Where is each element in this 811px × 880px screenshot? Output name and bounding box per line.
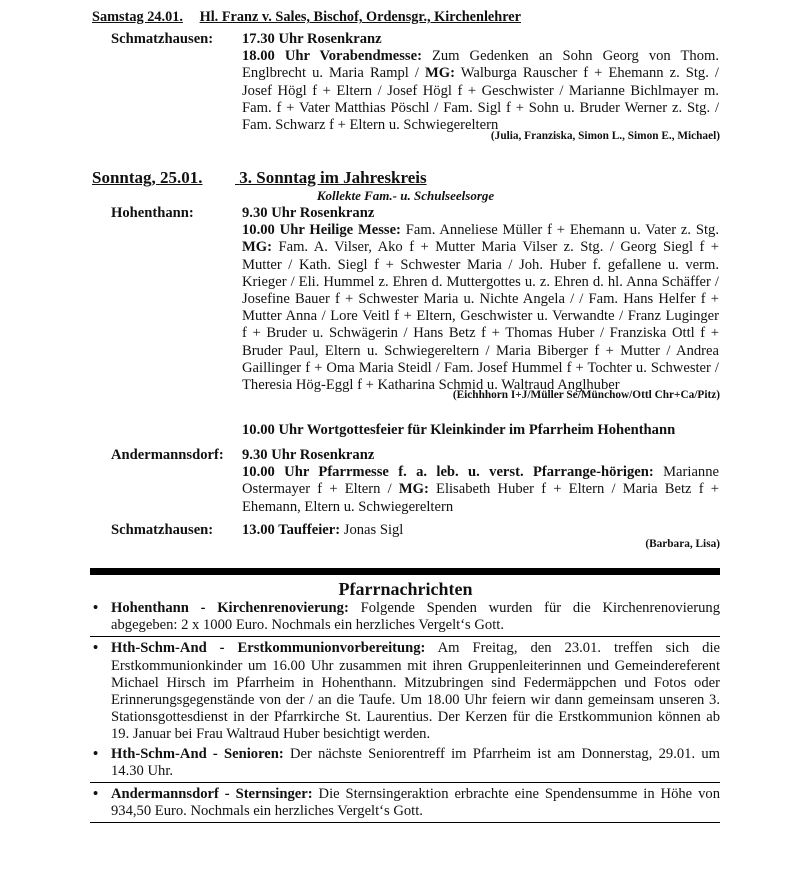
mass-heading: 18.00 Uhr Vorabendmesse: bbox=[242, 48, 422, 65]
saturday-schmatzhausen-services bbox=[242, 31, 719, 134]
mg-label: MG: bbox=[425, 65, 455, 82]
news-text: Die Sternsingeraktion erbrachte eine Spendensumme in Höhe von 934,50 Euro. Nochmals ein herzliches Vergelt‘s Gott. bbox=[111, 786, 720, 820]
section-divider bbox=[90, 568, 720, 575]
saturday-feast: Hl. Franz v. Sales, Bischof, Ordensgr., Kirchenlehrer bbox=[199, 9, 521, 25]
mass-line-2 bbox=[242, 481, 719, 498]
mass-line-2 bbox=[242, 65, 719, 82]
mass-text: Fam. A. Vilser, Ako f + Mutter Maria Vilser z. Stg. / Georg Siegl f + bbox=[278, 239, 720, 256]
mass-line-6: Mutter Anna / Lore Veitl f + Eltern, Geschwister u. Verwandte / Franz Luginger bbox=[242, 308, 719, 325]
mass-line-2 bbox=[242, 239, 719, 256]
mass-line-5: Josefine Bauer f + Schwester Maria u. Nichte Angela / / Fam. Hans Helfer f + bbox=[242, 291, 719, 308]
mass-line-5: Fam. Schwarz f + Eltern u. Schwiegereltern bbox=[242, 117, 499, 134]
news-item bbox=[90, 746, 720, 783]
rosary-time: 9.30 Uhr Rosenkranz bbox=[242, 205, 375, 221]
saturday-servers: (Julia, Franziska, Simon L., Simon E., Michael) bbox=[490, 130, 720, 142]
baptism-heading: 13.00 Tauffeier: bbox=[242, 522, 341, 538]
news-text: Am Freitag, den 23.01. treffen sich die Erstkommunionkinder um 16.00 Uhr zusammen mit ihren Gruppenleiterinnen und Gemeindereferent Michael Hirsch im Pfarrheim in Hohenthann. Mitzubringen sind Federmäppchen und Fotos oder Erinnerungsgegenstände von der / an die Taufe. Um 18.00 Uhr feiern wir dann gemeinsam unseren 3. Stationsgottesdienst in der Pfarrkirche St. Laurentius. Der Kerzen für die Erstkommunion können ab 19. Januar bei Frau Waltraud Huber besichtigt werden. bbox=[111, 640, 720, 743]
mass-line-3: Mutter / Kath. Siegl f + Schwester Maria / Joh. Huber f. gefallene u. verm. bbox=[242, 256, 719, 273]
mass-line-7: f + Bruder u. Schwägerin / Hans Betz f + Thomas Huber / Franziska Ottl f + bbox=[242, 325, 719, 342]
place-schmatzhausen-sat: Schmatzhausen: bbox=[111, 31, 214, 47]
bullet-icon: • bbox=[93, 745, 99, 762]
mass-heading: 10.00 Uhr Heilige Messe: bbox=[242, 222, 401, 239]
place-andermannsdorf: Andermannsdorf: bbox=[111, 447, 224, 463]
news-list bbox=[90, 600, 720, 826]
mass-line-1 bbox=[242, 48, 719, 65]
bullet-icon: • bbox=[93, 600, 99, 616]
mass-line-4: Krieger / Eli. Hummel z. Ehren d. Muttergottes u. z. Ehren d. hl. Anna Schäffer / bbox=[242, 273, 719, 290]
place-hohenthann: Hohenthann: bbox=[111, 205, 194, 221]
mass-text: Marianne bbox=[663, 464, 719, 481]
bullet-icon: • bbox=[93, 786, 99, 803]
hohenthann-servers: (Eichhhorn I+J/Müller Se/Münchow/Ottl Chr+Ca/Pitz) bbox=[452, 389, 720, 401]
news-heading: Andermannsdorf - Sternsinger: bbox=[111, 786, 313, 803]
andermannsdorf-services bbox=[242, 447, 719, 516]
mass-line-9: Gaillinger f + Oma Maria Steidl / Fam. Josef Hummel f + Tochter u. Schwester / bbox=[242, 359, 719, 376]
news-heading: Hth-Schm-And - Erstkommunionvorbereitung: bbox=[111, 640, 426, 657]
mass-text: Englbrecht u. Maria Rampl / bbox=[242, 65, 425, 82]
sunday-date: Sonntag, 25.01. bbox=[92, 168, 203, 187]
mass-line-1 bbox=[242, 222, 719, 239]
sunday-title: 3. Sonntag im Jahreskreis bbox=[239, 168, 427, 187]
mass-line-8: Bruder Paul, Eltern u. Schwiegereltern / Maria Biberger f + Mutter / Andrea bbox=[242, 342, 719, 359]
mass-heading: 10.00 Uhr Pfarrmesse f. a. leb. u. verst. Pfarrange-hörigen: bbox=[242, 464, 654, 481]
collection-note: Kollekte Fam.- u. Schulseelsorge bbox=[316, 188, 495, 203]
schmatzhausen-servers: (Barbara, Lisa) bbox=[645, 538, 720, 550]
news-text: Der nächste Seniorentreff im Pfarrheim ist am Donnerstag, 29.01. um 14.30 Uhr. bbox=[111, 745, 720, 779]
baptism-name: Jonas Sigl bbox=[343, 522, 404, 538]
saturday-heading bbox=[92, 9, 521, 26]
place-schmatzhausen-sun: Schmatzhausen: bbox=[111, 522, 214, 538]
schmatzhausen-baptism bbox=[242, 522, 719, 539]
mg-label: MG: bbox=[242, 239, 272, 256]
news-heading: Hohenthann - Kirchenrenovierung: bbox=[111, 600, 349, 616]
mass-text: Walburga Rauscher f + Ehemann z. Stg. / bbox=[460, 65, 719, 82]
news-text: Folgende Spenden wurden für die Kirchenrenovierung abgegeben: 2 x 1000 Euro. Nochmals ein herzliches Vergelt‘s Gott. bbox=[111, 600, 720, 634]
rosary-time: 9.30 Uhr Rosenkranz bbox=[242, 447, 375, 463]
mass-text: Elisabeth Huber f + Eltern / Maria Betz f + bbox=[436, 481, 720, 498]
mass-text: Fam. Anneliese Müller f + Ehemann u. Vater z. Stg. bbox=[405, 222, 719, 239]
mass-line-3: Ehemann, Eltern u. Schwiegereltern bbox=[242, 498, 454, 515]
news-title: Pfarrnachrichten bbox=[338, 579, 473, 599]
news-item bbox=[90, 786, 720, 823]
mass-line-4: Fam. f + Vater Matthias Pöschl / Fam. Sigl f + Sohn u. Bruder Werner z. Stg. / bbox=[242, 99, 719, 116]
bullet-icon: • bbox=[93, 640, 99, 657]
news-item bbox=[90, 640, 720, 745]
mass-line-10: Theresia Hög-Eggl f + Katharina Schmid u. Waltraud Anglhuber bbox=[242, 377, 620, 394]
saturday-date: Samstag 24.01. bbox=[92, 9, 183, 25]
rosary-time: 17.30 Uhr Rosenkranz bbox=[242, 31, 382, 47]
mg-label: MG: bbox=[398, 481, 429, 498]
mass-text: Ostermayer f + Eltern / bbox=[242, 481, 399, 498]
hohenthann-services bbox=[242, 205, 719, 394]
sunday-heading bbox=[92, 168, 427, 188]
news-item bbox=[90, 600, 720, 637]
news-heading: Hth-Schm-And - Senioren: bbox=[111, 745, 284, 762]
mass-line-3: Josef Högl f + Eltern / Josef Högl f + Geschwister / Marianne Bichlmayer m. bbox=[242, 82, 719, 99]
mass-line-1 bbox=[242, 464, 719, 481]
mass-text: Zum Gedenken an Sohn Georg von Thom. bbox=[431, 48, 719, 65]
kids-service: 10.00 Uhr Wortgottesfeier für Kleinkinder im Pfarrheim Hohenthann bbox=[242, 422, 676, 438]
